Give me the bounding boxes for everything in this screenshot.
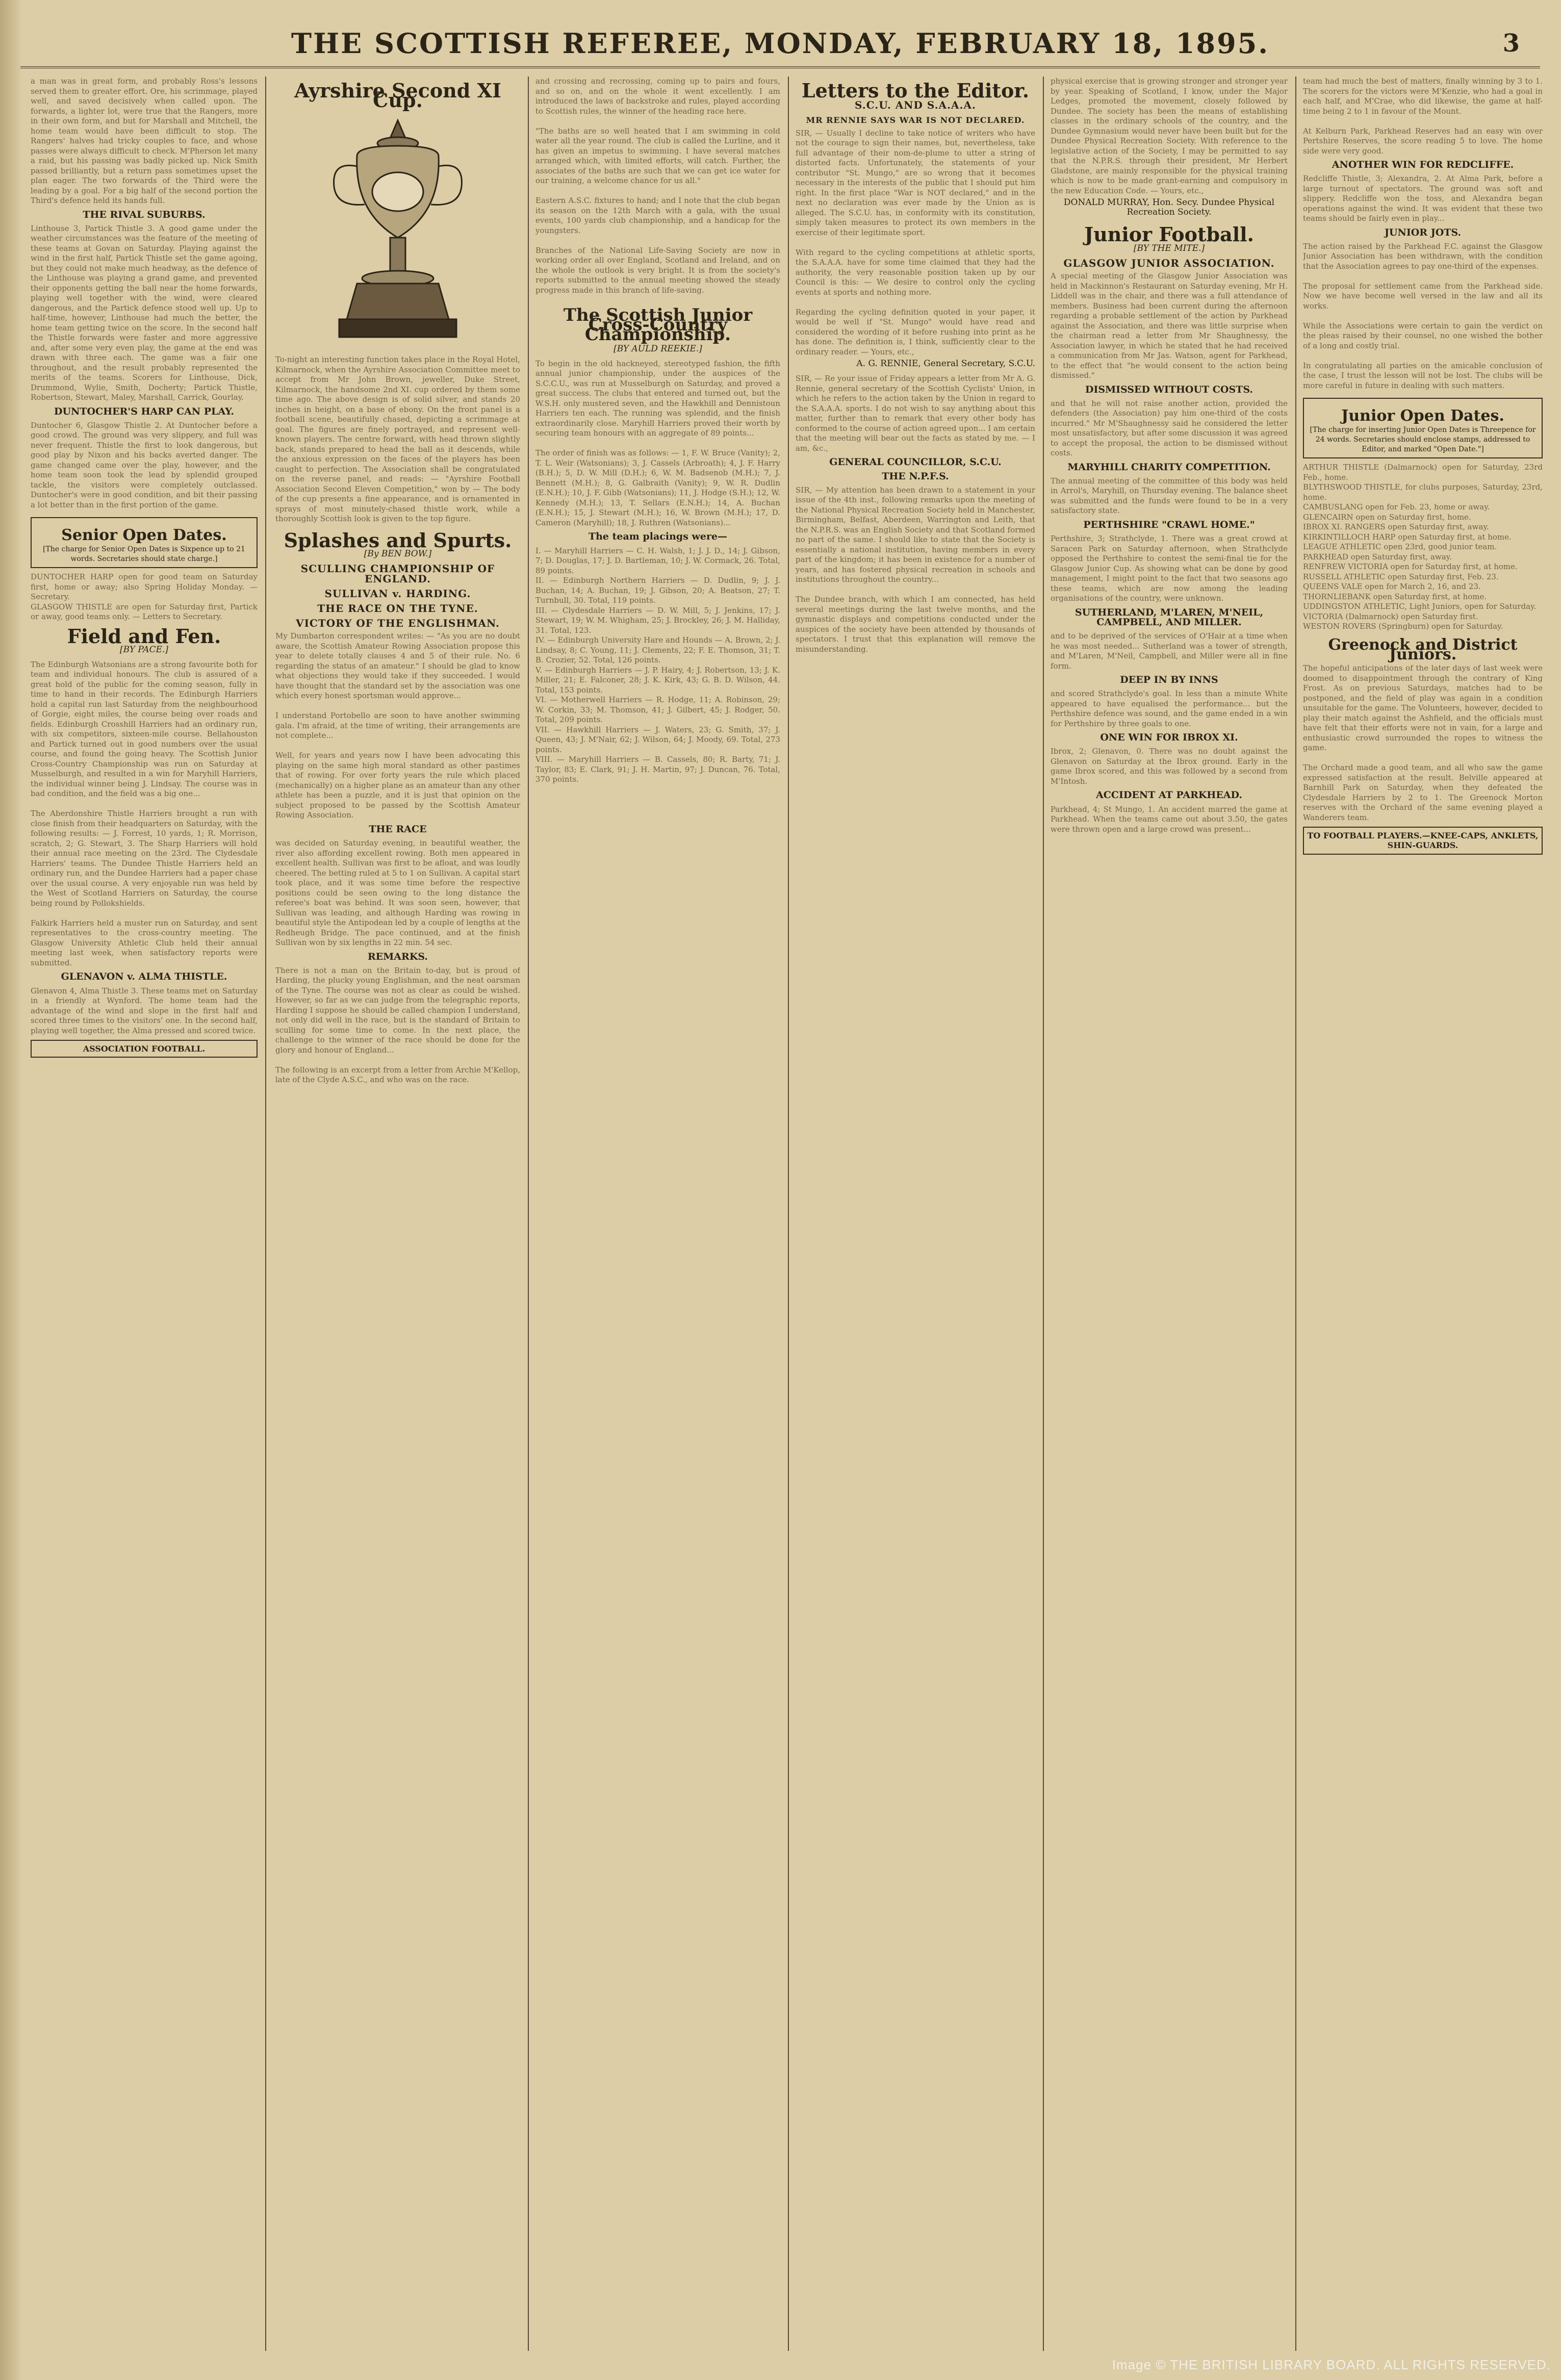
greenock-title: Greenock and District Juniors. [1328, 635, 1518, 663]
field-and-fen-byline: [BY PACE.] [119, 644, 169, 655]
letter-text: SIR, — Usually I decline to take notice of writers who have not the courage to sign their names, but, nevertheless, take full advantage of their nom-de-plume to utter a string of distorted facts. Unfortunately, the statements of your contributor "St. Mungo," are so wrong that it becomes necessary in the interests of the public that I should put him right. In the first place "War is NOT declared," and in the next no declaration was ever made by the Union as is alleged. The S.C.U. has, in conformity with its constitution, simply taken measures to protect its own members in the exercise of their legitimate sport. With regard to the cycling competitions at athletic sports, the S.A.A.A. have for some time claimed that they had the authority, the very reasonable position taken up by our Council is this: — We desire to control only the cycling events at sports and nothing more. Regarding the cycling definition quoted in your paper, it would be well if "St. Mungo" would have read and considered the wording of it before rushing into print as he has done. The definition is, I think, sufficiently clear to the ordinary reader. — Yours, etc., [796, 128, 1035, 356]
column-rule [788, 76, 789, 2351]
splashes-title: Splashes and Spurts. [284, 528, 512, 552]
general-councillor-heading: GENERAL COUNCILLOR, S.C.U. [829, 456, 1002, 468]
football-players-ad: TO FOOTBALL PLAYERS.—KNEE-CAPS, ANKLETS, SHIN-GUARDS. [1307, 831, 1539, 851]
article-text: and that he will not raise another action, provided the defenders (the Association) pay him one-third of the costs incurred." Mr M'Shaughnessy said he considered the letter most unsatisfactory, but after some discussion it was agreed to accept the proposal, the action to be dismissed without costs. [1051, 398, 1288, 458]
classified-listings: ARTHUR THISTLE (Dalmarnock) open for Saturday, 23rd Feb., home. BLYTHSWOOD THISTLE, for clubs purposes, Saturday, 23rd, home. CAMBUSLANG open for Feb. 23, home or away. GLENCAIRN open on Saturday first, home. IBROX XI. RANGERS open Saturday first, away. KIRKINTILLOCH HARP open Saturday first, at home. LEAGUE ATHLETIC open 23rd, good junior team. PARKHEAD open Saturday first, away. RENFREW VICTORIA open for Saturday first, at home. RUSSELL ATHLETIC open Saturday first, Feb. 23. QUEENS VALE open for March 2, 16, and 23. THORNLIEBANK open Saturday first, at home. UDDINGSTON ATHLETIC, Light Juniors, open for Saturday. VICTORIA (Dalmarnock) open Saturday first. WESTON ROVERS (Springburn) open for Saturday. [1303, 463, 1543, 631]
article-text: Ibrox, 2; Glenavon, 0. There was no doubt against the Glenavon on Saturday at the Ibrox ground. Early in the game Ibrox scored, and this was followed by a second from M'Intosh. [1051, 747, 1288, 786]
association-football-ad: ASSOCIATION FOOTBALL. [83, 1044, 206, 1054]
image-credit: Image © THE BRITISH LIBRARY BOARD. ALL RIGHTS RESERVED. [1112, 2357, 1551, 2372]
letter-text: SIR, — Re your issue of Friday appears a letter from Mr A. G. Rennie, general secretary of the Scottish Cyclists' Union, in which he refers to the action taken by the Union in regard to the S.A.A.A. sports. I do not wish to say anything about this matter, further than to remark that every other body has conformed to the course of action agreed upon... I am certain that the meeting will bear out the facts as stated by me. — I am, &c., [796, 374, 1035, 453]
letter-text: physical exercise that is growing stronger and stronger year by year. Speaking of Scotland, I know, under the Major Ledges, promoted the movement, closely followed by Dundee. The society has been the means of establishing classes in the ordinary schools of the country, and the Dundee Gymnasium would never have been built but for the Dundee Physical Recreation Society. With reference to the legislative action of the Society, I may be permitted to say that the N.P.R.S. through their president, Mr Herbert Gladstone, are mainly responsible for the physical training which is now to be made grant-earning and compulsory in the new Education Code. — Yours, etc., [1051, 76, 1288, 195]
page-number: 3 [1502, 29, 1520, 58]
article-text: team had much the best of matters, finally winning by 3 to 1. The scorers for the victors were M'Kenzie, who had a goal in each half, and M'Crae, who did likewise, the game at half-time being 2 to 1 in favour of the Mount. At Kelburn Park, Parkhead Reserves had an easy win over Pertshire Reserves, the score reading 5 to love. The home side were very good. [1303, 76, 1543, 156]
sutherland-heading: SUTHERLAND, M'LAREN, M'NEIL, CAMPBELL, AND MILLER. [1074, 606, 1264, 628]
article-text: Parkhead, 4; St Mungo, 1. An accident marred the game at Parkhead. When the teams came out about 3.50, the gates were thrown open and a large crowd was present... [1051, 804, 1288, 834]
article-text: was decided on Saturday evening, in beautiful weather, the river also affording excellent rowing. Both men appeared in excellent health. Sullivan was first to be afloat, and was loudly cheered. The betting ruled at 5 to 1 on Sullivan. A capital start took place, and it was some time before the respective positions could be seen owing to the long distance the referee's boat was behind. It was soon seen, however, that Sullivan was leading, and although Harding was rowing in beautiful style the Antipodean led by a couple of lengths at the Redheugh Bridge. The pace continued, and at the finish Sullivan won by six lengths in 22 min. 54 sec. [275, 838, 520, 948]
race-tyne-heading: THE RACE ON THE TYNE. [317, 602, 478, 615]
section-heading: GLENAVON v. ALMA THISTLE. [61, 971, 227, 983]
senior-open-dates-title: Senior Open Dates. [61, 526, 227, 545]
page-edge-shadow [0, 0, 20, 2380]
the-race-heading: THE RACE [369, 823, 427, 835]
column-5 [1051, 76, 1288, 2351]
field-and-fen-title: Field and Fen. [67, 624, 221, 648]
trophy-cup-illustration [296, 110, 500, 350]
deep-in-byes-heading: DEEP IN BY INNS [1120, 674, 1218, 686]
column-4 [796, 76, 1035, 2351]
rennie-subheading: MR RENNIE SAYS WAR IS NOT DECLARED. [806, 115, 1025, 125]
splashes-byline: [By BEN BOW.] [364, 549, 432, 559]
article-text: There is not a man on the Britain to-day, but is proud of Harding, the plucky young Englishman, and the neat oarsman of the Tyne. The course was not as clear as could be wished. However, so far as we can judge from the telegraphic reports, Harding I suppose he should be called champion I understand, not only did well in the race, but is the standard of Britain to sculling for some time to come. In the next place, the challenge to the winner of the race should be done for the glory and honour of England... The following is an excerpt from a letter from Archie M'Kellop, late of the Clyde A.S.C., and who was on the race. [275, 965, 520, 1085]
article-text: The annual meeting of the committee of this body was held in Arrol's, Maryhill, on Thursday evening. The balance sheet was submitted and the funds were found to be in a very satisfactory state. [1051, 476, 1288, 516]
section-heading: THE RIVAL SUBURBS. [83, 209, 206, 220]
article-text: The Edinburgh Watsonians are a strong favourite both for team and individual honours. The club is assured of a great hold of the public for the coming season, fully in time to hand in their records. The Edinburgh Harriers hold a capital run last Saturday from the neighbourhood of Gorgie, eight miles, the course being over roads and fields. Edinburgh Crosshill Harriers had an ordinary run, with six competitors, sixteen-mile course. Bellahouston and Partick turned out in good numbers over the usual course, and found the going heavy. The Scottish Junior Cross-Country Championship was run on Saturday at Musselburgh, and resulted in a win for Maryhill Harriers, the individual winner being J. Lindsay. The course was in bad condition, and the field was a big one... The Aberdonshire Thistle Harriers brought a run with close finish from their headquarters on Saturday, with the following results: — J. Forrest, 10 yards, 1; R. Morrison, scratch, 2; G. Stewart, 3. The Sharp Harriers will hold their annual race meeting on the 23rd. The Clydesdale Harriers' teams. The Dundee Thistle Harriers held an ordinary run, and the Dundee Harriers had a paper chase over the usual course. A very enjoyable run was held by the West of Scotland Harriers on Saturday, the course being round by Pollokshields. Falkirk Harriers held a muster run on Saturday, and sent representatives to the cross-country meeting. The Glasgow University Athletic Club held their annual meeting last week, when satisfactory reports were submitted. [31, 659, 258, 967]
column-2 [275, 76, 520, 2351]
parkhead-accident-heading: ACCIDENT AT PARKHEAD. [1096, 789, 1242, 801]
maryhill-charity-heading: MARYHILL CHARITY COMPETITION. [1067, 461, 1271, 473]
junior-open-dates-note: [The charge for inserting Junior Open Dates is Threepence for 24 words. Secretaries should enclose stamps, addressed to Editor, and marked "Open Date."] [1310, 425, 1536, 454]
junior-football-byline: [BY THE MITE.] [1133, 243, 1205, 253]
column-rule [528, 76, 529, 2351]
article-text: To begin in the old hackneyed, stereotyped fashion, the fifth annual junior championship, under the auspices of the S.C.C.U., was run at Musselburgh on Saturday, and proved a great success. The clubs that entered and turned out, but the W.S.H. only mustered seven, and the Hawkhill and Dennistoun Harriers ten each. The running was splendid, and the finish extraordinarily close. Maryhill Harriers proved their worth by securing team honours with an aggregate of 89 points... The order of finish was as follows: — 1, F. W. Bruce (Vanity); 2, T. L. Weir (Watsonians); 3, J. Cassels (Arbroath); 4, J. F. Harry (B.H.); 5, D. W. Mill (D.H.); 6, W. M. Badsenob (M.H.); 7, J. Bennett (M.H.); 8, G. Galbraith (Vanity); 9, W. R. Dudlin (E.N.H.); 10, J. F. Gibb (Watsonians); 11, J. Hodge (S.H.); 12, W. Kennedy (M.H.); 13, T. Sellars (E.N.H.); 14, A. Buchan (E.N.H.); 15, J. Stewart (M.H.); 16, W. Brown (M.H.); 17, D. Cameron (Maryhill); 18, J. Ruthren (Watsonians)... [535, 359, 780, 527]
team-placings-heading: The team placings were— [588, 531, 728, 543]
classified-listings: DUNTOCHER HARP open for good team on Saturday first, home or away; also Spring Holiday Monday. — Secretary. GLASGOW THISTLE are open for Saturday first, Partick or away, good teams only. — Letters to Secretary. [31, 572, 258, 622]
advertisement-box [1303, 827, 1543, 854]
another-win-heading: ANOTHER WIN FOR REDCLIFFE. [1332, 159, 1514, 170]
remarks-heading: REMARKS. [367, 951, 428, 962]
match-report-text: a man was in great form, and probably Ross's lessons served them to greater effort. Ore, his scrimmage, played well, and saved decisively when called upon. The forwards, a lighter lot, were true that the Rangers, more in their own form, and but for Marshall and Mitchell, the home team would have been difficult to stop. The Rangers' halves had tricky couples to face, and whose passes were always difficult to check. M'Pherson let many a raid, but his passing was badly picked up. Nick Smith passed brilliantly, but a return pass sometimes upset the plan eager. The two forwards of the Third were the leading by a goal. For a big half of the second portion the Third's defence held its hands full. [31, 76, 258, 205]
section-heading: DUNTOCHER'S HARP CAN PLAY. [54, 405, 234, 417]
article-text: Linthouse 3, Partick Thistle 3. A good game under the weather circumstances was the feature of the meeting of these teams at Govan on Saturday. Playing against the wind in the first half, Partick Thistle set the game agoing, but they could not make much headway, as the defence of the Linthouse was playing a grand game, and prevented their opponents getting the ball near the home forwards, playing well together with the wind, were cleared dangerous, and the Partick defence stood well up. Up to half-time, however, Linthouse had much the better, the home team getting twice on the score. In the second half the Thistle forwards were faster and more aggressive and, after some very even play, the game at the end was drawn with three each. The game was a fair one throughout, and the result probably represented the merits of the teams. Scorers for Linthouse, Dick, Drummond, Wylie, Smith, Docherty; Partick Thistle, Robertson, Stewart, Maley, Marshall, Carrick, Gourlay. [31, 223, 258, 402]
column-1 [31, 76, 258, 2351]
junior-open-dates-title: Junior Open Dates. [1341, 407, 1504, 425]
article-text: Redcliffe Thistle, 3; Alexandra, 2. At Alma Park, before a large turnout of spectators. The ground was soft and slippery. Redcliffe won the toss, and Alexandra began operations against the wind. It was evident that these two teams should be fairly even in play... [1303, 174, 1543, 223]
ibrox-heading: ONE WIN FOR IBROX XI. [1100, 732, 1238, 744]
scu-saaa-heading: S.C.U. AND S.A.A.A. [855, 99, 976, 112]
advertisement-box [31, 1040, 258, 1058]
signature-murray: DONALD MURRAY, Hon. Secy. Dundee Physical Recreation Society. [1063, 197, 1275, 218]
article-text: The hopeful anticipations of the later days of last week were doomed to disappointment through the contrary of King Frost. As on previous Saturdays, matches had to be postponed, and the field of play was again in a condition unsuitable for the game. The Volunteers, however, decided to play their match against the Ashfield, and the officials must have felt that their efforts were not in vain, for a large and enthusiastic crowd surrounded the ropes to witness the game. The Orchard made a good team, and all who saw the game expressed satisfaction at the result. Belville appeared at Barnhill Park on Saturday, when they defeated the Clydesdale Harriers by 2 to 1. The Greenock Morton reserves with the Orchard of the same evening played a Wanderers team. [1303, 663, 1543, 822]
masthead-title: THE SCOTTISH REFEREE, MONDAY, FEBRUARY 18, 1895. [291, 27, 1270, 60]
column-rule [1043, 76, 1044, 2351]
glasgow-junior-heading: GLASGOW JUNIOR ASSOCIATION. [1063, 257, 1275, 269]
senior-open-dates-note: [The charge for Senior Open Dates is Sixpence up to 21 words. Secretaries should state charge.] [43, 545, 245, 563]
article-text: Duntocher 6, Glasgow Thistle 2. At Duntocher before a good crowd. The ground was very slippery, and full was never frequent. Thistle the first to look dangerous, but good play by Nixon and his backs averted danger. The game changed came over the play, however, and the home team soon took the lead by splendid grouped tackle, the visitors were completely outclassed. Duntocher's were in good condition, and bit their passing a lot better than in the first portion of the game. [31, 420, 258, 509]
section-box [1303, 398, 1543, 458]
sculling-heading: SCULLING CHAMPIONSHIP OF ENGLAND. [300, 562, 495, 585]
npfs-heading: THE N.P.F.S. [882, 470, 949, 482]
junior-football-title: Junior Football. [1084, 223, 1254, 246]
letters-title: Letters to the Editor. [801, 79, 1030, 102]
article-text: Glenavon 4, Alma Thistle 3. These teams met on Saturday in a friendly at Wynford. The home team had the advantage of the wind and slope in the first half and scored three times to the visitors' one. In the second half, playing well together, the Alma pressed and scored twice. [31, 986, 258, 1035]
masthead [20, 20, 1540, 68]
ayrshire-cup-title: Ayrshire Second XI Cup. [294, 79, 501, 112]
cross-country-title: The Scottish Junior Cross-Country Championship. [563, 305, 753, 345]
article-text: and to be deprived of the services of O'Hair at a time when he was most needed... Sutherland was a tower of strength, and M'Laren, M'Neil, Campbell, and Miller were all in fine form. [1051, 631, 1288, 671]
junior-jots-heading: JUNIOR JOTS. [1384, 226, 1462, 238]
article-text: and scored Strathclyde's goal. In less than a minute White appeared to have equalised the performance... but the Perthshire defence was sound, and the game ended in a win for Perthshire by three goals to one. [1051, 689, 1288, 728]
column-3 [535, 76, 780, 2351]
victory-heading: VICTORY OF THE ENGLISHMAN. [296, 617, 500, 630]
section-box [31, 517, 258, 568]
perthshire-heading: PERTHSHIRE "CRAWL HOME." [1083, 519, 1255, 530]
article-text: and crossing and recrossing, coming up to pairs and fours, and so on, and on the whole it went excellently. I am introduced the laws of backstroke and rules, played according to Scottish rules, the winner of the heading race here. "The baths are so well heated that I am swimming in cold water all the year round. The club is called the Lurline, and it has given an impetus to swimming. I have several matches arranged which, with limited efforts, will catch. Further, the associates of the baths are such that we can get ice water for our training, a welcome chance for us all." Eastern A.S.C. fixtures to hand; and I note that the club began its season on the 12th March with a gala, with the usual events, 100 yards club championship, and a handicap for the youngsters. Branches of the National Life-Saving Society are now in working order all over England, Scotland and Ireland, and on the whole the outlook is very bright. It is from the society's reports submitted to the annual meeting showed the steady progress made in this branch of life-saving. [535, 76, 780, 295]
article-text: To-night an interesting function takes place in the Royal Hotel, Kilmarnock, when the Ayrshire Association Committee meet to accept from Mr John Brown, jeweller, Duke Street, Kilmarnock, the handsome 2nd XI. cup ordered by them some time ago. The above design is of solid silver, and stands 20 inches in height, on a base of ebony. On the front panel is a football scene, beautifully chased, depicting a scrimmage at goal. The figures are finely portrayed, and represent well-known players. The centre forward, with head thrown slightly back, stands prepared to head the ball as it descends, while the anxious expression on the faces of the players has been caught to perfection. The Association shall be congratulated on the reverse panel, and reads: — "Ayrshire Football Association Second Eleven Competition," won by — The body of the cup presents a fine appearance, and is ornamented in sprays of most minutely-chased thistle work, while a thoroughly Scottish look is given to the top figure. [275, 355, 520, 524]
column-rule [1295, 76, 1296, 2351]
article-text: Perthshire, 3; Strathclyde, 1. There was a great crowd at Saracen Park on Saturday afternoon, when Strathclyde opposed the Perthshire to contest the semi-final tie for the Glasgow Junior Cup. As showing what can be done by good management, I might point to the fact that two seasons ago these teams, which are now among the leading organisations of the country, were unknown. [1051, 534, 1288, 603]
article-text: A special meeting of the Glasgow Junior Association was held in Mackinnon's Restaurant on Saturday evening, Mr H. Liddell was in the chair, and there was a full attendance of members. Business had been current during the afternoon regarding a probable settlement of the action by Parkhead against the Association, and there was little surprise when the chairman read a letter from Mr Shaughnessy, the Association lawyer, in which he stated that he had received a communication from Mr Jas. Watson, agent for Parkhead, to the effect that "he would consent to the action being dismissed." [1051, 271, 1288, 380]
cross-country-byline: [BY AULD REEKIE.] [613, 343, 702, 354]
results-table-text: I. — Maryhill Harriers — C. H. Walsh, 1; J. J. D., 14; J. Gibson, 7; D. Douglas, 17; J. D. Bartleman, 10; J. W. Cormack, 26. Total, 89 points. II. — Edinburgh Northern Harriers — D. Dudlin, 9; J. J. Buchan, 14; A. Buchan, 19; J. Gibson, 20; A. Beatson, 27; T. Turnbull, 30. Total, 119 points. III. — Clydesdale Harriers — D. W. Mill, 5; J. Jenkins, 17; J. Stewart, 19; W. M. Whigham, 25; J. Brockley, 26; J. M. Halliday, 31. Total, 123. IV. — Edinburgh University Hare and Hounds — A. Brown, 2; J. Lindsay, 8; C. Young, 11; J. Clements, 22; F. E. Thomson, 31; T. B. Crozier, 52. Total, 126 points. V. — Edinburgh Harriers — J. P. Hairy, 4; J. Robertson, 13; J. K. Miller, 21; E. Falconer, 28; J. K. Kirk, 43; G. B. D. Wilson, 44. Total, 153 points. VI. — Motherwell Harriers — R. Hodge, 11; A. Robinson, 29; W. Corkin, 33; M. Thomson, 41; J. Gilbert, 45; J. Rodger, 50. Total, 209 points. VII. — Hawkhill Harriers — J. Waters, 23; G. Smith, 37; J. Queen, 43; J. M'Nair, 62; J. Wilson, 64; J. Moody, 69. Total, 273 points. VIII. — Maryhill Harriers — B. Cassels, 80; R. Barty, 71; J. Taylor, 83; E. Clark, 91; J. H. Martin, 97; J. Duncan, 76. Total, 370 points. [535, 546, 780, 784]
letter-text: SIR, — My attention has been drawn to a statement in your issue of the 4th inst., following remarks upon the meeting of the National Physical Recreation Society held in Manchester, Birmingham, Belfast, Aberdeen, Warrington and Leith, that the N.P.R.S. was an English Society and that Scotland formed no part of the same. I should like to state that the Society is essentially a national institution, having members in every part of the kingdom; it has been in existence for a number of years, and has fostered physical recreation in schools and institutions throughout the country... The Dundee branch, with which I am connected, has held several meetings during the last twelve months, and the gymnastic displays and competitions conducted under the auspices of the society have been attended by thousands of spectators. I trust that this explanation will remove the misunderstanding. [796, 485, 1035, 654]
dismissed-heading: DISMISSED WITHOUT COSTS. [1085, 383, 1253, 395]
sullivan-heading: SULLIVAN v. HARDING. [324, 587, 471, 600]
article-text: My Dumbarton correspondent writes: — "As you are no doubt aware, the Scottish Amateur Rowing Association propose this year to delete totally clauses 4 and 5 of their rule. No. 6 regarding the status of an amateur." I should be glad to know what objections they would take if they succeeded. I would have thought that the standard set by the association was one which every honest sportsman would approve... I understand Portobello are soon to have another swimming gala. I'm afraid, at the time of writing, their arrangements are not complete... Well, for years and years now I have been advocating this playing on the same high moral standard as other pastimes that of rowing. For over forty years the rule which placed (mechanically) on a higher plane as an amateur than any other athlete has been a puzzle, and it is just that opinion on the subject proposed to be passed by the Scottish Amateur Rowing Association. [275, 631, 520, 820]
article-text: The action raised by the Parkhead F.C. against the Glasgow Junior Association has been withdrawn, with the condition that the Association agrees to pay one-third of the expenses. The proposal for settlement came from the Parkhead side. Now we have become well versed in the law and all its works. While the Associations were certain to gain the verdict on the pleas raised by their counsel, no one wished the bother of a long and costly trial. In congratulating all parties on the amicable conclusion of the case, I trust the lesson will not be lost. The clubs will be more careful in future in dealing with such matters. [1303, 241, 1543, 390]
column-rule [265, 76, 266, 2351]
signature-rennie: A. G. RENNIE, General Secretary, S.C.U. [856, 359, 1035, 369]
column-6 [1303, 76, 1543, 2351]
